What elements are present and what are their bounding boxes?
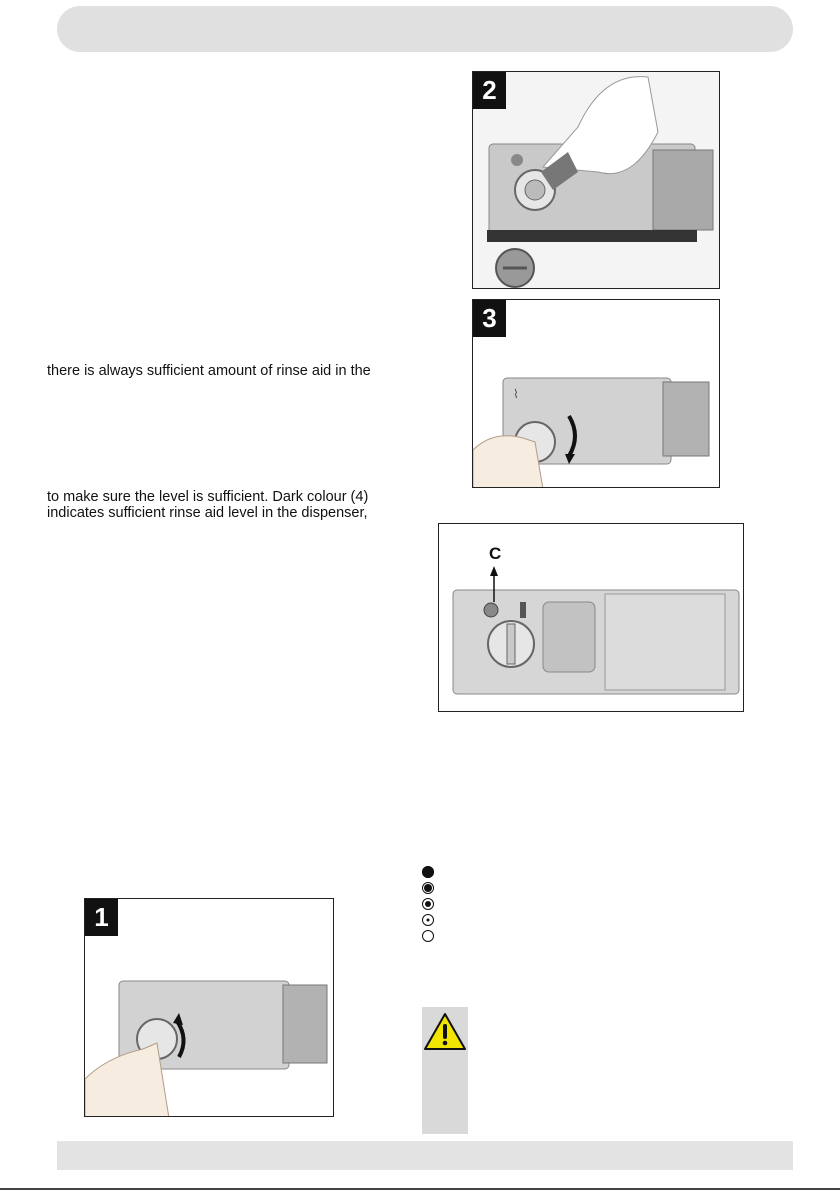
level-low-icon: [422, 914, 434, 926]
text-line-1: there is always sufficient amount of rinse aid in the: [47, 363, 371, 379]
dispenser-open-illustration: [85, 899, 334, 1117]
figure-1-photo: [84, 898, 334, 1117]
level-full-icon: [422, 866, 434, 878]
warning-sidebar: [422, 1007, 468, 1134]
step-badge-1: 1: [85, 899, 118, 936]
dispenser-close-illustration: [473, 300, 720, 488]
figure-3-photo: [472, 299, 720, 488]
svg-text:⌇: ⌇: [513, 387, 519, 401]
text-line-3: indicates sufficient rinse aid level in the dispenser,: [47, 505, 368, 521]
bottom-rule: [0, 1188, 840, 1190]
warning-triangle-icon: [423, 1011, 467, 1053]
level-medium-icon: [422, 898, 434, 910]
callout-letter-c: C: [489, 544, 502, 563]
level-empty-icon: [422, 930, 434, 942]
footer-bar: [57, 1141, 793, 1170]
text-line-2: to make sure the level is sufficient. Dark colour (4): [47, 489, 369, 505]
step-badge-2: 2: [473, 72, 506, 109]
dispenser-indicator-illustration: [439, 524, 744, 712]
level-high-icon: [422, 882, 434, 894]
step-badge-3: 3: [473, 300, 506, 337]
rinse-aid-level-indicator: [422, 866, 436, 946]
figure-c-photo: [438, 523, 744, 712]
dispenser-refill-illustration: [473, 72, 720, 289]
header-bar: [57, 6, 793, 52]
figure-2-photo: [472, 71, 720, 289]
